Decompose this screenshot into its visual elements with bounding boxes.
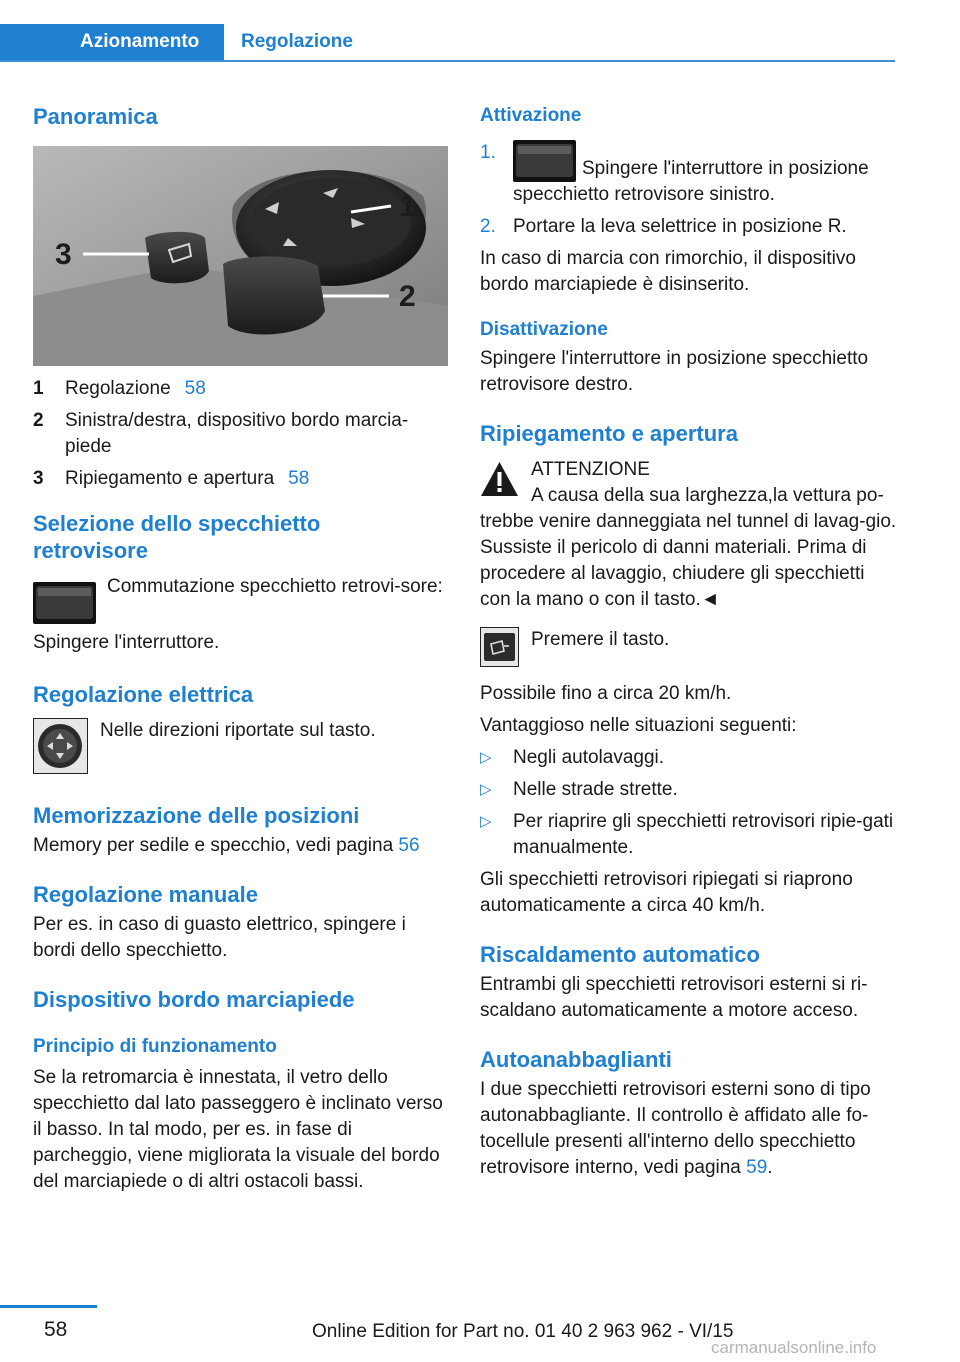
step-text: Spingere l'interruttore in posizione specchietto retrovisore sinistro. [513, 158, 869, 205]
warning-lead: A causa della sua larghezza,la vettura po- [531, 485, 884, 506]
situations-list [480, 745, 898, 861]
legend-text: Ripiegamento e apertura [65, 468, 275, 489]
possibile-text: Possibile fino a circa 20 km/h. [480, 683, 732, 704]
warning-triangle-icon [480, 461, 519, 497]
mirror-control-photo [33, 146, 448, 366]
legend-num: 2 [33, 410, 44, 431]
left-column [33, 98, 448, 1195]
autoanabbaglianti-paragraph [480, 1077, 898, 1181]
section-tabs [0, 24, 895, 62]
page-number: 58 [44, 1318, 68, 1341]
footer-rule [0, 1305, 97, 1308]
list-item-text: Per riaprire gli specchietti retrovisori ripie-gati manualmente. [513, 811, 894, 858]
regolazione-elettrica-text: Nelle direzioni riportate sul tasto. [100, 720, 376, 741]
mirror-switch-icon [513, 140, 576, 182]
mirror-switch-icon [33, 582, 96, 624]
heading-riscaldamento: Riscaldamento automatico [480, 942, 760, 967]
fold-mirror-icon [480, 627, 519, 667]
step-number: 1. [480, 142, 496, 163]
legend-row-1 [33, 376, 448, 402]
fold-button-paragraph [480, 627, 898, 667]
legend-text: Sinistra/destra, dispositivo bordo marcia-piede [65, 410, 409, 457]
riscaldamento-text: Entrambi gli specchietti retrovisori esterni si ri-scaldano automaticamente a motore acceso. [480, 974, 868, 1021]
step-2 [480, 214, 898, 240]
heading-autoanabbaglianti: Autoanabbaglianti [480, 1047, 672, 1072]
heading-ripiegamento: Ripiegamento e apertura [480, 421, 738, 446]
autoanabbaglianti-text: I due specchietti retrovisori esterni sono di tipo autonabbagliante. Il controllo è affidato alle fo-tocellule presenti all'interno dello specchietto retrovisore interno, vedi pagina [480, 1079, 871, 1178]
legend-page-link[interactable]: 58 [184, 378, 206, 399]
warning-label: ATTENZIONE [531, 459, 650, 480]
heading-selezione: Selezione dello specchietto retrovisore [33, 511, 321, 563]
step-text: Portare la leva selettrice in posizione R. [513, 216, 847, 237]
principio-text: Se la retromarcia è innestata, il vetro dello specchietto dal lato passeggero è inclinato verso il basso. In tal modo, per es. in fase di parcheggio, viene migliorata la visuale del bordo del marciapiede o di altri ostacoli bassi. [33, 1067, 443, 1192]
regolazione-elettrica-paragraph [33, 718, 448, 774]
tab-underline [0, 60, 895, 62]
vantaggioso-text: Vantaggioso nelle situazioni seguenti: [480, 715, 797, 736]
legend-row-2 [33, 408, 448, 460]
bullet-triangle-icon: ▷ [480, 813, 492, 830]
selezione-body: Spingere l'interruttore. [33, 632, 220, 653]
rimorchio-text: In caso di marcia con rimorchio, il dispositivo bordo marciapiede è disinserito. [480, 248, 856, 295]
selezione-icon-paragraph [33, 574, 448, 624]
legend-page-link[interactable]: 58 [288, 468, 310, 489]
step-1 [480, 140, 898, 208]
heading-panoramica: Panoramica [33, 104, 158, 129]
legend-text: Regolazione [65, 378, 171, 399]
list-item [480, 809, 898, 861]
legend-num: 1 [33, 378, 44, 399]
list-item [480, 777, 898, 803]
heading-attivazione: Attivazione [480, 105, 582, 126]
step-number: 2. [480, 216, 496, 237]
photo-label-2: 2 [399, 280, 416, 313]
legend-num: 3 [33, 468, 44, 489]
warning-block [480, 457, 898, 613]
heading-regolazione-elettrica: Regolazione elettrica [33, 682, 254, 707]
photo-label-3: 3 [55, 238, 72, 271]
attivazione-steps [480, 140, 898, 240]
mirror-switch-image [33, 146, 448, 366]
heading-principio: Principio di funzionamento [33, 1036, 277, 1057]
memorizzazione-text [33, 833, 448, 859]
tab-regolazione[interactable]: Regolazione [241, 31, 353, 52]
photo-label-1: 1 [399, 190, 416, 223]
fold-button-text: Premere il tasto. [531, 629, 670, 650]
selezione-icon-text: Commutazione specchietto retrovi-sore: [107, 576, 443, 597]
photo-legend [33, 376, 448, 492]
list-item-text: Nelle strade strette. [513, 779, 678, 800]
heading-regolazione-manuale: Regolazione manuale [33, 882, 258, 907]
direction-knob-icon [33, 718, 88, 774]
legend-row-3 [33, 466, 448, 492]
bullet-triangle-icon: ▷ [480, 781, 492, 798]
memorizzazione-page-link[interactable]: 56 [398, 835, 420, 856]
heading-memorizzazione: Memorizzazione delle posizioni [33, 803, 360, 828]
bullet-triangle-icon: ▷ [480, 749, 492, 766]
list-item [480, 745, 898, 771]
heading-disattivazione: Disattivazione [480, 319, 608, 340]
right-column [480, 98, 898, 1181]
autoanabbaglianti-end: . [767, 1157, 773, 1178]
tab-azionamento[interactable]: Azionamento [0, 24, 224, 60]
regolazione-manuale-text: Per es. in caso di guasto elettrico, spingere i bordi dello specchietto. [33, 914, 406, 961]
list-item-text: Negli autolavaggi. [513, 747, 665, 768]
warning-text: trebbe venire danneggiata nel tunnel di lavag-gio. Sussiste il pericolo di danni materiali. Prima di procedere al lavaggio, chiudere gli specchietti con la mano o con il tasto.◄ [480, 511, 897, 610]
autoanabbaglianti-page-link[interactable]: 59 [746, 1157, 768, 1178]
disattivazione-text: Spingere l'interruttore in posizione specchietto retrovisore destro. [480, 348, 869, 395]
memorizzazione-body: Memory per sedile e specchio, vedi pagina [33, 835, 394, 856]
heading-dispositivo: Dispositivo bordo marciapiede [33, 987, 355, 1012]
edition-info: Online Edition for Part no. 01 40 2 963 962 - VI/15 [312, 1321, 734, 1342]
watermark-text: carmanualsonline.info [711, 1338, 877, 1357]
riaprono-text: Gli specchietti retrovisori ripiegati si riaprono automaticamente a circa 40 km/h. [480, 869, 853, 916]
